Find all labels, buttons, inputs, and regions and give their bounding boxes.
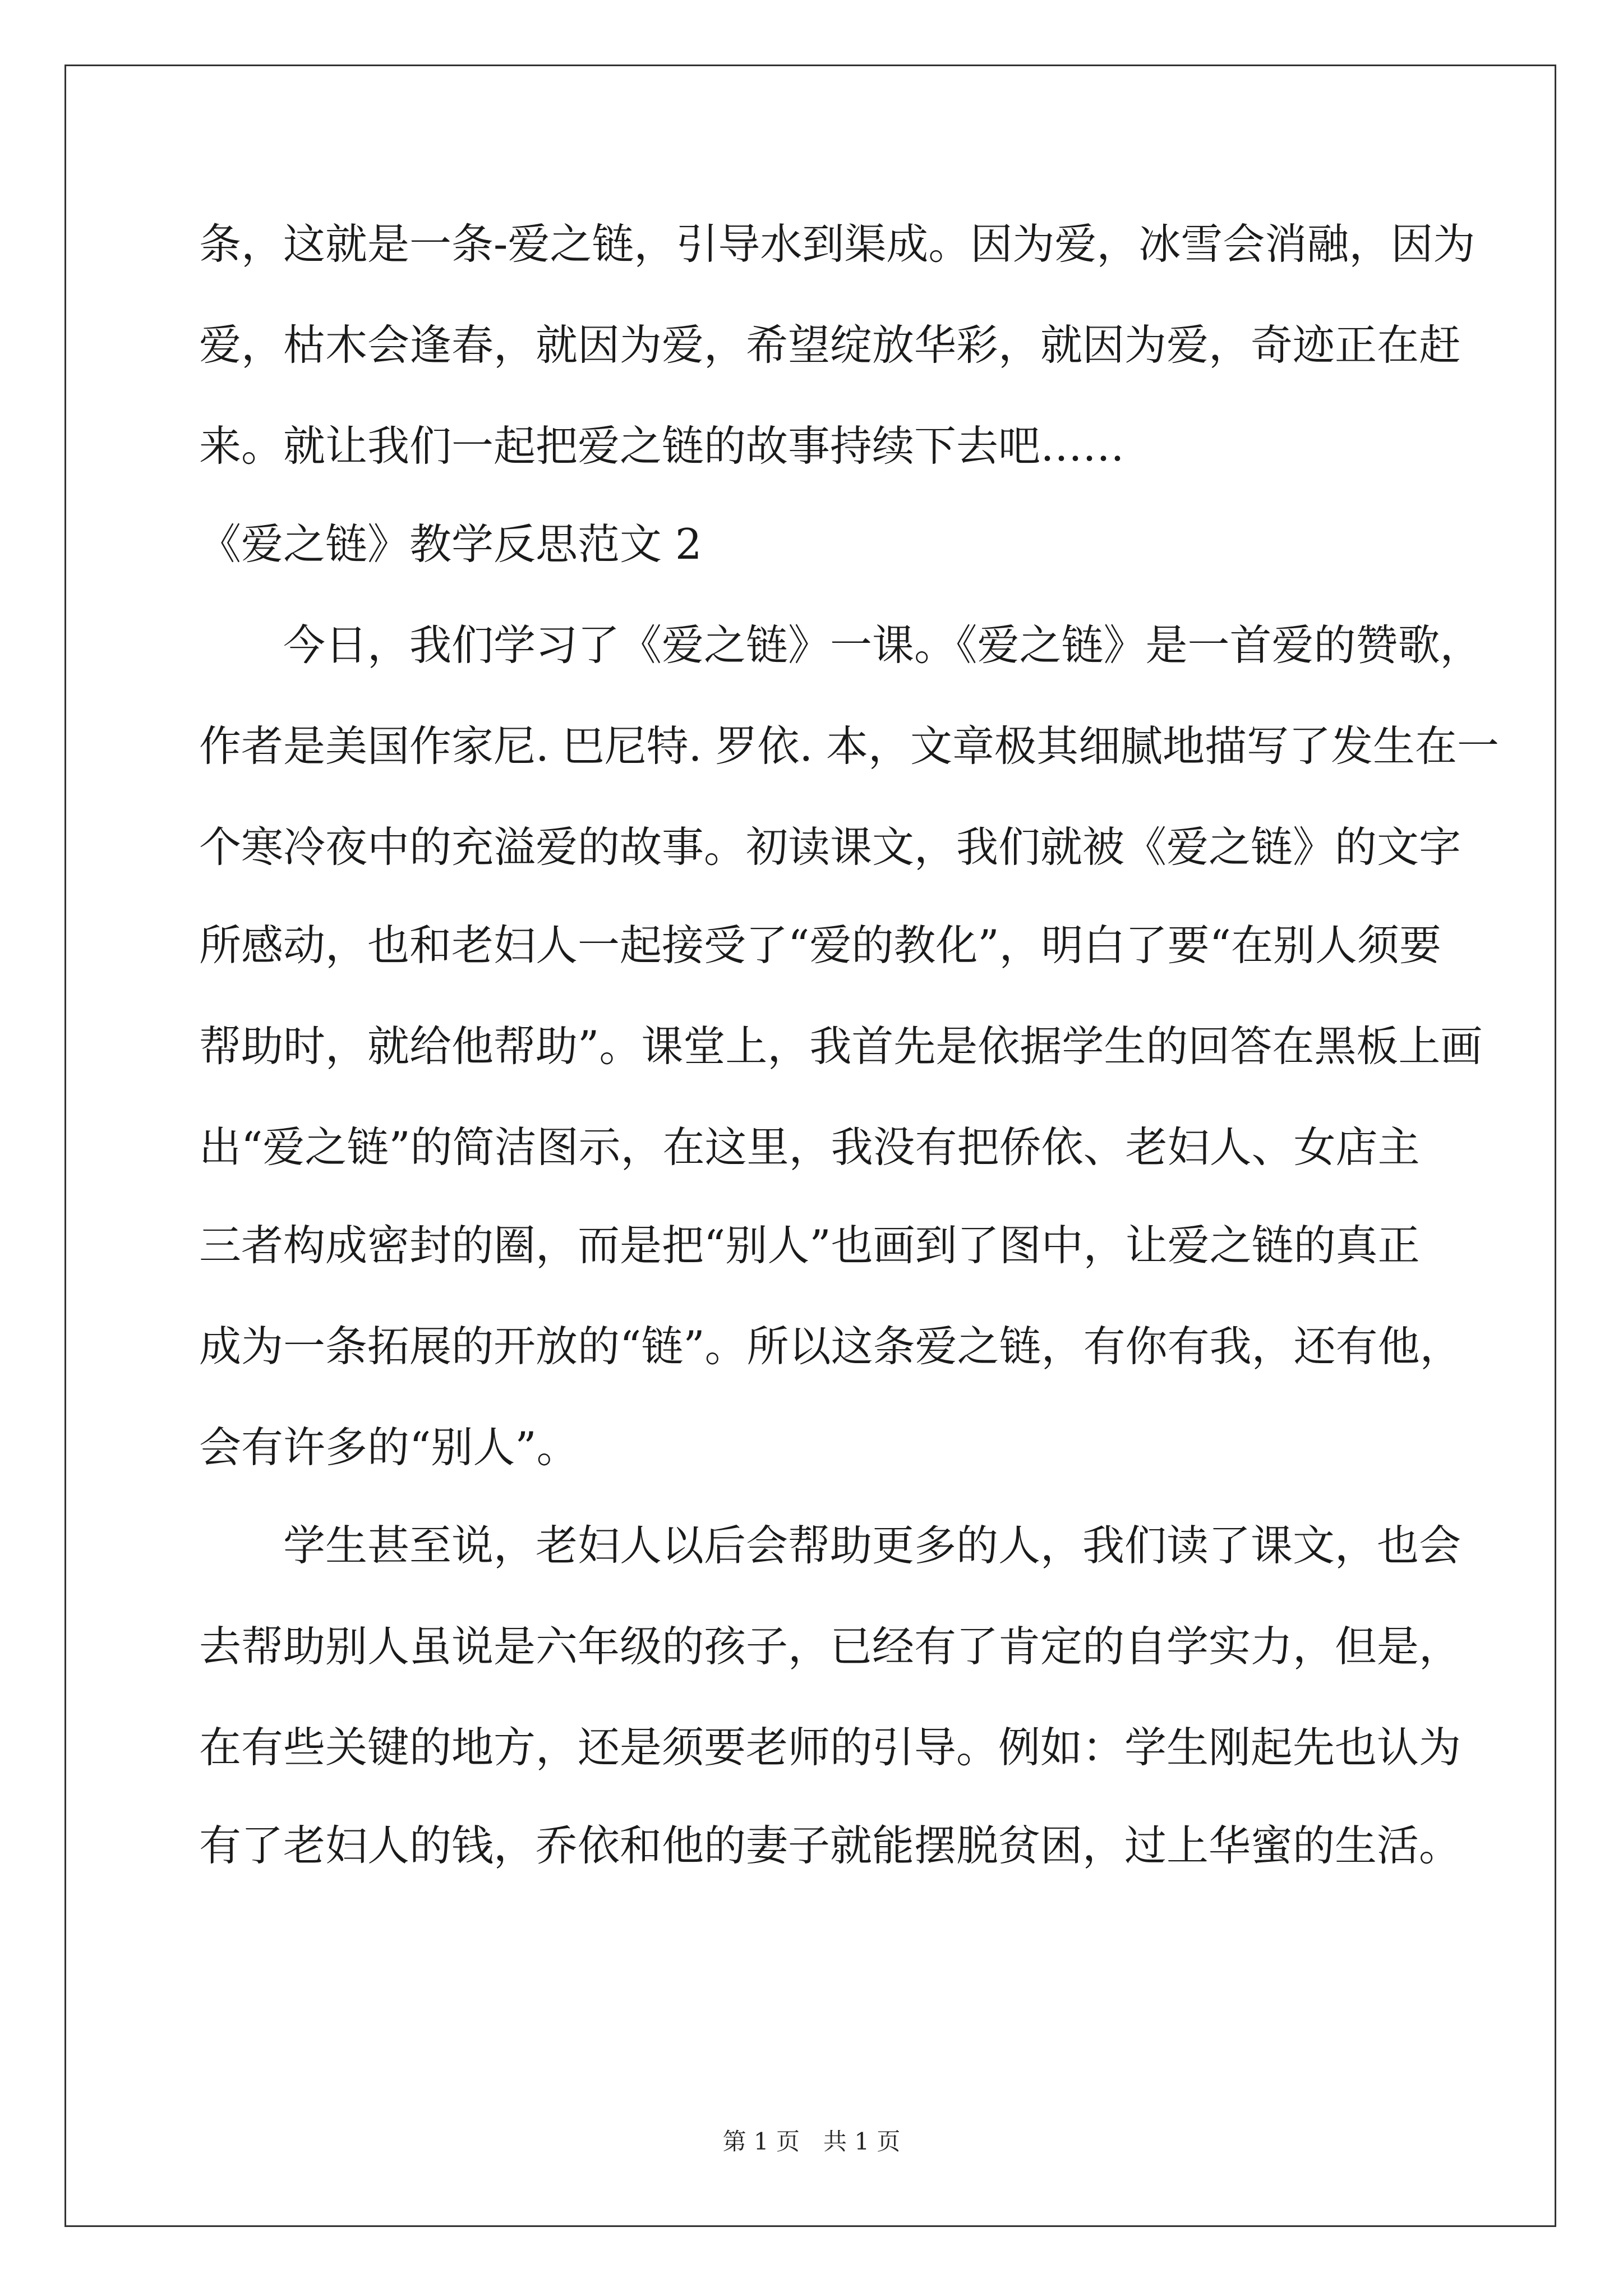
text-line: 成为一条拓展的开放的“链”。所以这条爱之链，有你有我，还有他， — [199, 1322, 1462, 1371]
text-line: 爱，枯木会逢春，就因为爱，希望绽放华彩，就因为爱，奇迹正在赶 — [199, 320, 1461, 370]
text-line: 今日，我们学习了《爱之链》一课。《爱之链》是一首爱的赞歌， — [283, 620, 1482, 670]
text-line: 去帮助别人虽说是六年级的孩子，已经有了肯定的自学实力，但是， — [199, 1622, 1461, 1671]
text-line: 个寒冷夜中的充溢爱的故事。初读课文，我们就被《爱之链》的文字 — [199, 822, 1461, 872]
text-line: 所感动，也和老妇人一起接受了“爱的教化”，明白了要“在别人须要 — [199, 921, 1442, 970]
text-line: 来。就让我们一起把爱之链的故事持续下去吧…… — [199, 421, 1125, 471]
page-footer: 第 1 页 共 1 页 — [722, 2128, 901, 2155]
text-line: 有了老妇人的钱，乔依和他的妻子就能摆脱贫困，过上华蜜的生活。 — [199, 1821, 1461, 1870]
text-line: 作者是美国作家尼. 巴尼特. 罗依. 本，文章极其细腻地描写了发生在一 — [199, 721, 1500, 771]
text-line: 三者构成密封的圈，而是把“别人”也画到了图中，让爱之链的真正 — [199, 1221, 1420, 1270]
text-line: 在有些关键的地方，还是须要老师的引导。例如：学生刚起先也认为 — [199, 1723, 1461, 1772]
section-heading: 《爱之链》教学反思范文 2 — [199, 519, 702, 569]
text-line: 学生甚至说，老妇人以后会帮助更多的人，我们读了课文，也会 — [283, 1521, 1461, 1570]
text-line: 条，这就是一条-爱之链，引导水到渠成。因为爱，冰雪会消融，因为 — [199, 219, 1476, 269]
text-line: 帮助时，就给他帮助”。课堂上，我首先是依据学生的回答在黑板上画 — [199, 1022, 1483, 1071]
text-line: 会有许多的“别人”。 — [199, 1423, 579, 1472]
text-line: 出“爱之链”的简洁图示，在这里，我没有把侨依、老妇人、女店主 — [199, 1122, 1420, 1172]
